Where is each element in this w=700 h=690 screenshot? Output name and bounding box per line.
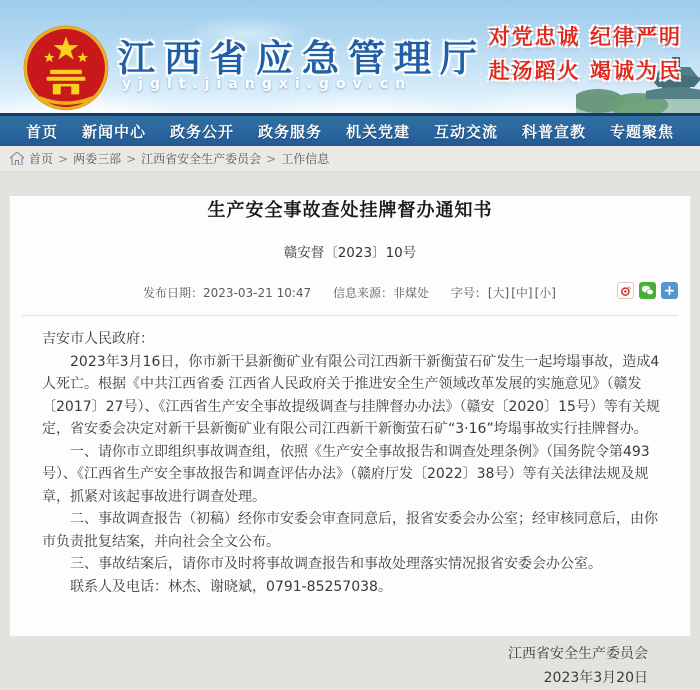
article-title: 生产安全事故查处挂牌督办通知书 xyxy=(207,200,493,221)
nav-item-gov-disclosure[interactable]: 政务公开 xyxy=(169,122,234,141)
publish-date-value: 2023-03-21 10:47 xyxy=(203,286,312,300)
font-size-large-button[interactable]: [大] xyxy=(487,286,510,300)
nav-item-gov-services[interactable]: 政务服务 xyxy=(257,122,322,141)
nav-item-news[interactable]: 新闻中心 xyxy=(81,122,146,141)
paragraph-item-2: 二、事故调查报告（初稿）经你市安委会审查同意后，报省安委会办公室；经审核同意后，由你市负责批复结案，并向社会全文公布。 xyxy=(42,511,658,550)
article-body xyxy=(10,316,690,598)
font-size-medium-button[interactable]: [中] xyxy=(511,286,533,300)
site-banner xyxy=(0,0,700,113)
banner-slogans xyxy=(489,20,682,88)
paragraph-item-3: 三、事故结案后，请你市及时将事故调查报告和事故处理落实情况报省安委会办公室。 xyxy=(70,556,602,572)
paragraph-incident: 2023年3月16日，你市新干县新衡矿业有限公司江西新干新衡萤石矿发生一起垮塌事故，造成4人死亡。根据《中共江西省委 江西省人民政府关于推进安全生产领域改革发展的实施意见》（赣发〔2017〕27号）、《江西省生产安全事故提级调查与挂牌督办办法》（赣安〔2020〕15号）等有关规定，省安委会决定对新干县新衡矿业有限公司江西新干新衡萤石矿“3·16”垮塌事故实行挂牌督办。 xyxy=(42,353,660,437)
salutation: 吉安市人民政府： xyxy=(42,331,154,347)
font-size-small-button[interactable]: [小] xyxy=(534,286,556,300)
publish-date-label: 发布日期： xyxy=(143,286,204,300)
breadcrumb-home[interactable]: 首页 xyxy=(29,152,54,166)
nav-item-science-edu[interactable]: 科普宣教 xyxy=(521,122,586,141)
paragraph-contact: 联系人及电话：林杰、谢晓斌，0791-85257038。 xyxy=(70,578,392,595)
home-icon xyxy=(10,152,24,165)
breadcrumb-separator: > xyxy=(58,151,69,166)
signature-name: 江西省安全生产委员会 xyxy=(508,646,648,662)
breadcrumb-separator: > xyxy=(266,151,277,166)
document-number: 赣安督〔2023〕10号 xyxy=(283,245,417,261)
breadcrumb-current: 工作信息 xyxy=(281,152,330,166)
info-source-value: 非煤处 xyxy=(393,286,430,300)
site-url: yjglt.jiangxi.gov.cn xyxy=(122,76,413,92)
national-emblem-icon xyxy=(22,24,110,112)
article-meta xyxy=(10,284,690,302)
breadcrumb-safety-committee[interactable]: 江西省安全生产委员会 xyxy=(141,152,262,166)
breadcrumb-separator: > xyxy=(126,151,137,166)
nav-item-interaction[interactable]: 互动交流 xyxy=(433,122,498,141)
breadcrumb xyxy=(0,146,700,172)
font-size-control xyxy=(451,286,557,300)
wechat-share-icon[interactable] xyxy=(639,282,656,299)
slogan-line-2: 赴汤蹈火 竭诚为民 xyxy=(488,59,682,83)
paragraph-item-1: 一、请你市立即组织事故调查组，依照《生产安全事故报告和调查处理条例》（国务院令第493号）、《江西省生产安全事故报告和调查评估办法》（赣府厅发〔2022〕38号）等有关法律法规及规章，抓紧对该起事故进行调查处理。 xyxy=(42,443,650,505)
weibo-share-icon[interactable] xyxy=(617,282,634,299)
signature-date: 2023年3月20日 xyxy=(543,670,648,686)
slogan-line-1: 对党忠诚 纪律严明 xyxy=(488,25,682,49)
nav-item-home[interactable]: 首页 xyxy=(25,122,58,141)
nav-item-special-focus[interactable]: 专题聚焦 xyxy=(609,122,674,141)
info-source xyxy=(333,286,429,300)
site-title: 江西省应急管理厅 xyxy=(118,37,486,80)
info-source-label: 信息来源： xyxy=(332,286,393,300)
share-buttons xyxy=(617,282,678,299)
publish-date xyxy=(143,286,311,300)
main-nav xyxy=(0,113,700,146)
article-container xyxy=(9,196,691,686)
share-more-icon[interactable]: + xyxy=(661,282,678,299)
breadcrumb-committees[interactable]: 两委三部 xyxy=(73,152,122,166)
font-size-label: 字号： xyxy=(450,286,487,300)
signature-block xyxy=(10,642,690,690)
nav-item-party-building[interactable]: 机关党建 xyxy=(345,122,410,141)
